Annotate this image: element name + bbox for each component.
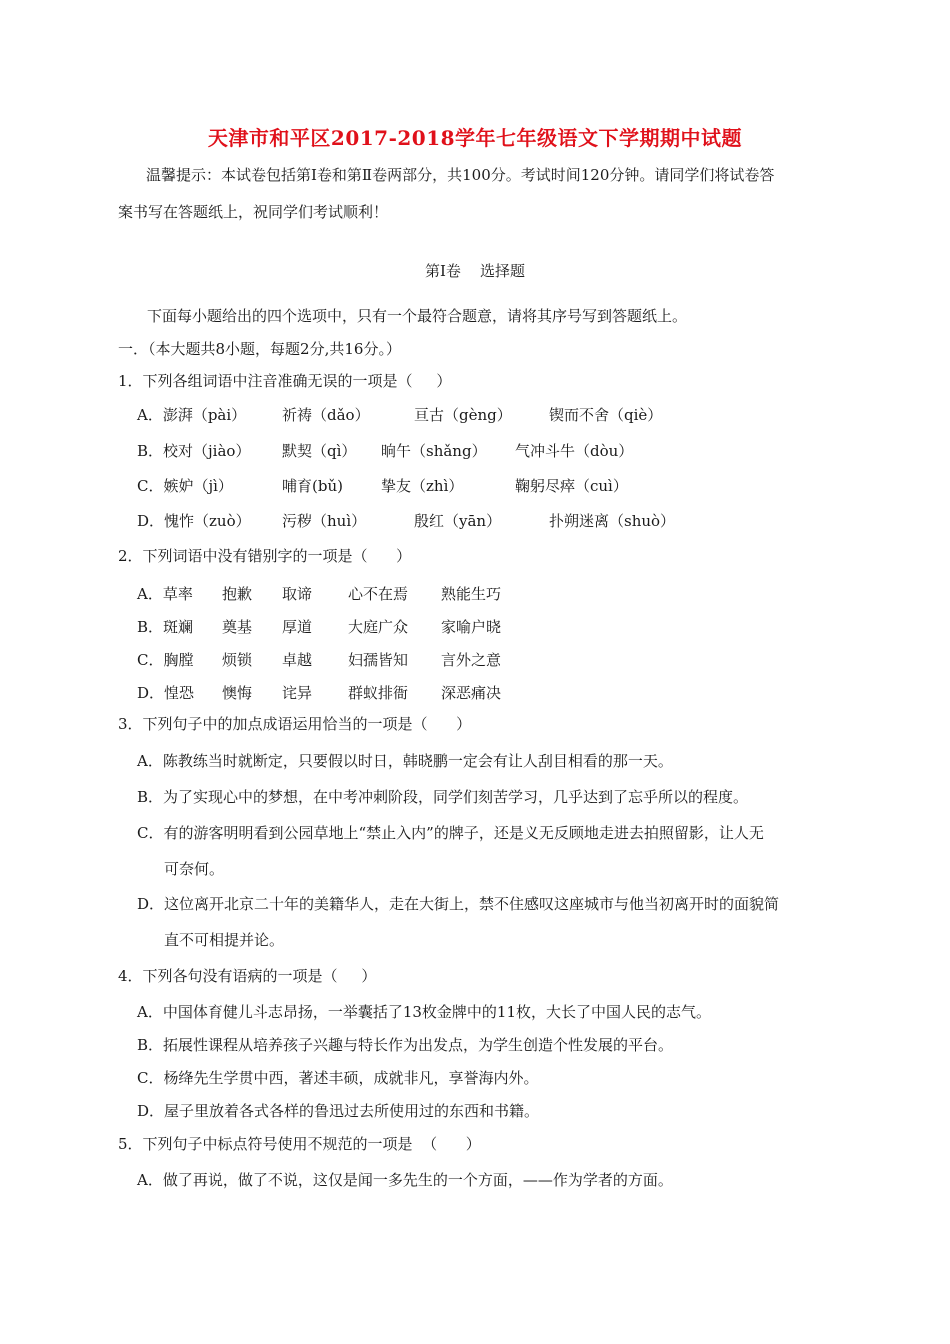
q2-b-word-1: B．斑斓	[137, 618, 194, 636]
q1-c-word-3: 挚友（zhì）	[381, 477, 464, 495]
q1-c-word-4: 鞠躬尽瘁（cuì）	[515, 477, 628, 495]
q2-c-word-1: C．胸膛	[137, 651, 194, 669]
instruction: 下面每小题给出的四个选项中，只有一个最符合题意，请将其序号写到答题纸上。	[147, 307, 688, 325]
q2-c-word-2: 烦锁	[222, 651, 253, 669]
q2-b-word-4: 大庭广众	[348, 618, 409, 636]
part-one-heading: 一．（本大题共8小题，每题2分,共16分。）	[118, 340, 401, 358]
q4-option-d: D．屋子里放着各式各样的鲁迅过去所使用过的东西和书籍。	[137, 1102, 540, 1120]
q1-d-word-3: 殷红（yān）	[414, 512, 502, 530]
q2-d-word-5: 深恶痛决	[441, 684, 502, 702]
q1-a-word-3: 亘古（gèng）	[414, 406, 512, 424]
q1-a-word-2: 祈祷（dǎo）	[282, 406, 370, 424]
q1-b-word-3: 晌午（shǎng）	[381, 442, 487, 460]
q2-b-word-2: 奠基	[222, 618, 253, 636]
q1-c-word-1: C．嫉妒（jì）	[137, 477, 233, 495]
q2-c-word-5: 言外之意	[441, 651, 502, 669]
q3-option-c-line-2: 可奈何。	[164, 860, 225, 878]
tip-line-2: 案书写在答题纸上，祝同学们考试顺利！	[118, 203, 389, 221]
q2-a-word-4: 心不在焉	[348, 585, 409, 603]
q4-option-a: A．中国体育健儿斗志昂扬，一举囊括了13枚金牌中的11枚，大长了中国人民的志气。	[137, 1003, 712, 1021]
q2-c-word-3: 卓越	[282, 651, 313, 669]
q2-d-word-3: 诧异	[282, 684, 313, 702]
q3-stem: 3．下列句子中的加点成语运用恰当的一项是（ ）	[118, 715, 472, 733]
q5-option-a: A．做了再说，做了不说，这仅是闻一多先生的一个方面，——作为学者的方面。	[137, 1171, 673, 1189]
q1-b-word-2: 默契（qì）	[282, 442, 357, 460]
q1-c-word-2: 哺育(bǔ)	[282, 477, 343, 495]
q3-option-d-line-1: D．这位离开北京二十年的美籍华人，走在大街上，禁不住感叹这座城市与他当初离开时的面貌简	[137, 895, 780, 913]
q3-option-d-line-2: 直不可相提并论。	[164, 931, 285, 949]
q2-a-word-1: A．草率	[137, 585, 193, 603]
q2-a-word-5: 熟能生巧	[441, 585, 502, 603]
q3-option-b: B．为了实现心中的梦想，在中考冲刺阶段，同学们刻苦学习，几乎达到了忘乎所以的程度。	[137, 788, 749, 806]
q4-option-b: B．拓展性课程从培养孩子兴趣与特长作为出发点，为学生创造个性发展的平台。	[137, 1036, 674, 1054]
q2-d-word-4: 群蚁排衙	[348, 684, 409, 702]
q2-a-word-2: 抱歉	[222, 585, 253, 603]
tip-line-1: 温馨提示：本试卷包括第Ⅰ卷和第Ⅱ卷两部分，共100分。考试时间120分钟。请同学们将试卷答	[146, 166, 775, 184]
section-title: 第Ⅰ卷 选择题	[425, 262, 525, 280]
q3-option-a: A．陈教练当时就断定，只要假以时日，韩晓鹏一定会有让人刮目相看的那一天。	[137, 752, 673, 770]
q2-a-word-3: 取谛	[282, 585, 313, 603]
q4-option-c: C．杨绛先生学贯中西，著述丰硕，成就非凡，享誉海内外。	[137, 1069, 539, 1087]
q5-stem: 5．下列句子中标点符号使用不规范的一项是 （ ）	[118, 1135, 481, 1153]
q1-b-word-1: B．校对（jiào）	[137, 442, 251, 460]
q1-d-word-2: 污秽（huì）	[282, 512, 367, 530]
q2-stem: 2．下列词语中没有错别字的一项是（ ）	[118, 547, 412, 565]
q1-d-word-1: D．愧怍（zuò）	[137, 512, 251, 530]
q4-stem: 4．下列各句没有语病的一项是（ ）	[118, 967, 377, 985]
q3-option-c-line-1: C．有的游客明明看到公园草地上“禁止入内”的牌子，还是义无反顾地走进去拍照留影，让人无	[137, 824, 764, 842]
q2-c-word-4: 妇孺皆知	[348, 651, 409, 669]
q1-a-word-1: A．澎湃（pài）	[137, 406, 247, 424]
q2-d-word-1: D．惶恐	[137, 684, 195, 702]
q2-d-word-2: 懊悔	[222, 684, 253, 702]
q2-b-word-5: 家喻户晓	[441, 618, 502, 636]
exam-title: 天津市和平区2017-2018学年七年级语文下学期期中试题	[207, 126, 743, 150]
q2-b-word-3: 厚道	[282, 618, 313, 636]
q1-d-word-4: 扑朔迷离（shuò）	[549, 512, 676, 530]
q1-stem: 1．下列各组词语中注音准确无误的一项是（ ）	[118, 372, 452, 390]
q1-b-word-4: 气冲斗牛（dòu）	[515, 442, 634, 460]
q1-a-word-4: 锲而不舍（qiè）	[549, 406, 663, 424]
